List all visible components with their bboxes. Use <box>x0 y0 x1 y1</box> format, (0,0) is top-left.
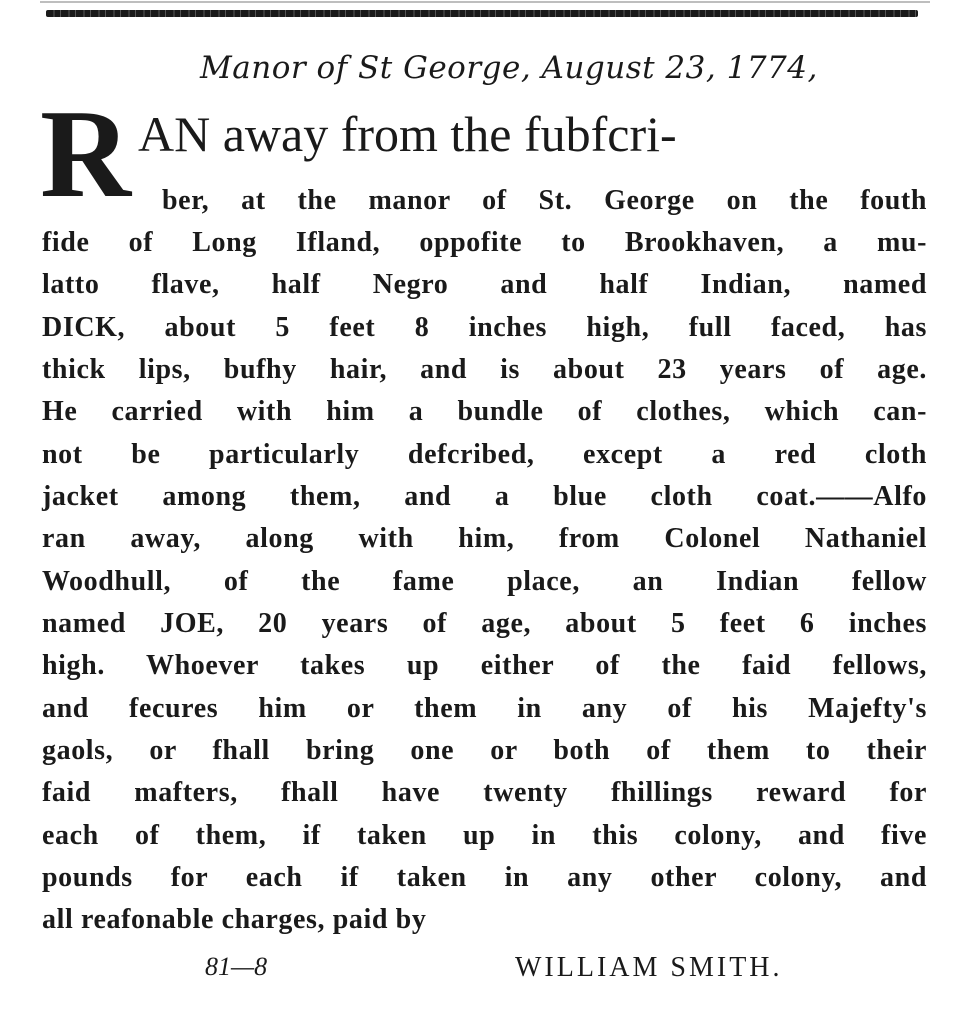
body-line: pounds for each if taken in any other colony, and <box>42 862 927 893</box>
top-rule-faint <box>40 1 930 3</box>
body-line: gaols, or fhall bring one or both of them to their <box>42 735 927 766</box>
body-line: DICK, about 5 feet 8 inches high, full faced, has <box>42 312 927 343</box>
signature-row <box>0 952 970 992</box>
body-line: and fecures him or them in any of his Majefty's <box>42 693 927 724</box>
body-line: high. Whoever takes up either of the faid fellows, <box>42 650 927 681</box>
body-line: named JOE, 20 years of age, about 5 feet 6 inches <box>42 608 927 639</box>
top-rule <box>46 10 918 17</box>
body-line: fide of Long Ifland, oppofite to Brookhaven, a mu- <box>42 227 927 258</box>
dateline: Manor of St George, August 23, 1774, <box>200 50 818 86</box>
body-line: all reafonable charges, paid by <box>42 904 427 935</box>
body-line: He carried with him a bundle of clothes, which can- <box>42 396 927 427</box>
body-line: jacket among them, and a blue cloth coat.——Alfo <box>42 481 927 512</box>
signer-name: WILLIAM SMITH. <box>515 952 783 983</box>
body-line: ran away, along with him, from Colonel Nathaniel <box>42 523 927 554</box>
drop-cap: R <box>40 85 131 224</box>
first-line: AN away from the fubfcri- <box>138 106 677 162</box>
body-line: latto flave, half Negro and half Indian, named <box>42 269 927 300</box>
body-line: each of them, if taken up in this colony, and five <box>42 820 927 851</box>
body-line: thick lips, bufhy hair, and is about 23 years of age. <box>42 354 927 385</box>
ad-code: 81—8 <box>205 952 268 981</box>
body-line: ber, at the manor of St. George on the fouth <box>162 185 927 216</box>
body-line: not be particularly defcribed, except a red cloth <box>42 439 927 470</box>
body-line: faid mafters, fhall have twenty fhillings reward for <box>42 777 927 808</box>
body-line: Woodhull, of the fame place, an Indian fellow <box>42 566 927 597</box>
